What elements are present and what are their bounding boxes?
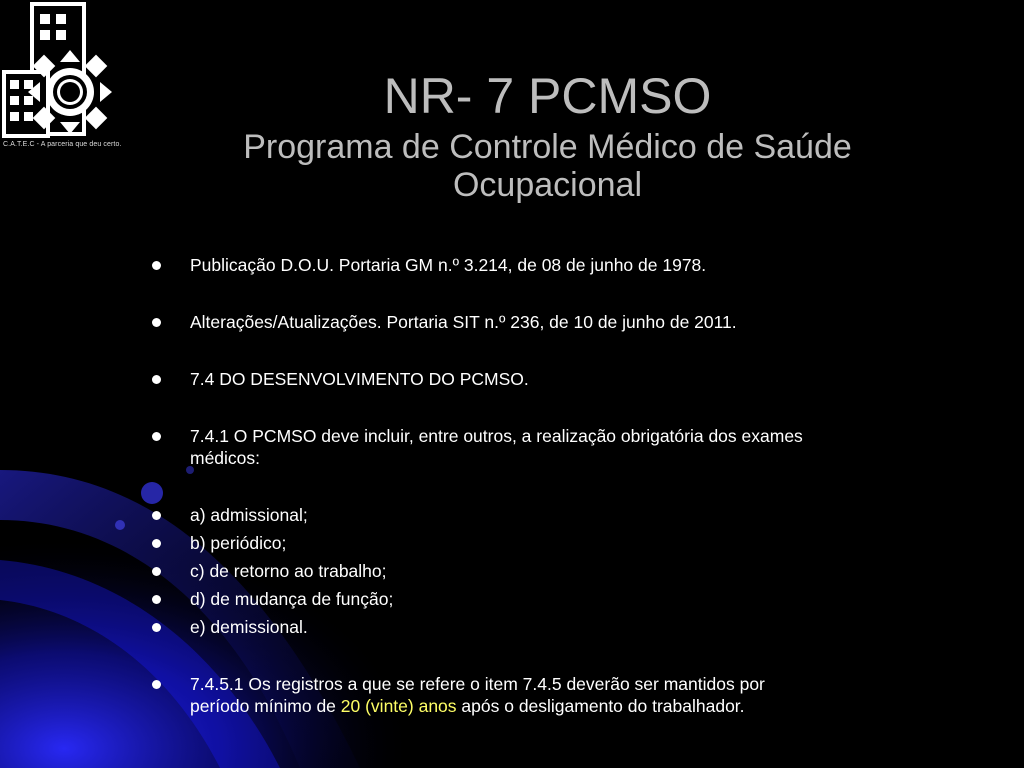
- list-item-text-line2: médicos:: [190, 448, 261, 468]
- list-item-text: 7.4 DO DESENVOLVIMENTO DO PCMSO.: [190, 369, 529, 389]
- bullet-dot-icon: [152, 375, 161, 384]
- list-item-text: a) admissional;: [190, 505, 308, 525]
- catec-logo: [0, 0, 124, 160]
- list-item-text: c) de retorno ao trabalho;: [190, 561, 387, 581]
- list-item-text-line1: 7.4.5.1 Os registros a que se refere o item 7.4.5 deverão ser mantidos por: [190, 674, 765, 694]
- bullet-dot-icon: [152, 595, 161, 604]
- text-segment: após o desligamento do trabalhador.: [456, 696, 745, 716]
- list-item: [148, 425, 918, 469]
- list-item-text-line1: 7.4.1 O PCMSO deve incluir, entre outros, a realização obrigatória dos exames: [190, 426, 803, 446]
- list-item-text: Alterações/Atualizações. Portaria SIT n.º 236, de 10 de junho de 2011.: [190, 312, 737, 332]
- title-main: NR- 7 PCMSO: [383, 68, 712, 124]
- list-item: [148, 311, 918, 333]
- list-item-text: d) de mudança de função;: [190, 589, 394, 609]
- slide-title: [180, 68, 915, 204]
- list-item: [148, 673, 918, 717]
- bullet-list: [148, 254, 918, 717]
- bullet-dot-icon: [152, 623, 161, 632]
- list-item-text: b) periódico;: [190, 533, 287, 553]
- title-subtitle-line2: Ocupacional: [452, 166, 642, 204]
- list-item: [148, 560, 918, 582]
- logo-caption: C.A.T.E.C - A parceria que deu certo.: [3, 141, 122, 148]
- list-item-text-line2: [190, 695, 918, 717]
- highlighted-text: 20 (vinte) anos: [340, 696, 457, 716]
- text-segment: período mínimo de: [190, 696, 341, 716]
- list-item: [148, 368, 918, 390]
- bullet-dot-icon: [152, 567, 161, 576]
- title-subtitle-line1: Programa de Controle Médico de Saúde: [243, 128, 852, 166]
- bullet-dot-icon: [152, 432, 161, 441]
- list-item: [148, 532, 918, 554]
- bullet-dot-icon: [152, 539, 161, 548]
- list-item-text: e) demissional.: [190, 617, 308, 637]
- list-item: [148, 254, 918, 276]
- list-item: [148, 588, 918, 610]
- bullet-dot-icon: [152, 261, 161, 270]
- list-item: [148, 616, 918, 638]
- bullet-dot-icon: [152, 318, 161, 327]
- list-item: [148, 504, 918, 526]
- list-item-text: Publicação D.O.U. Portaria GM n.º 3.214, de 08 de junho de 1978.: [190, 255, 707, 275]
- bullet-dot-icon: [152, 680, 161, 689]
- bullet-dot-icon: [152, 511, 161, 520]
